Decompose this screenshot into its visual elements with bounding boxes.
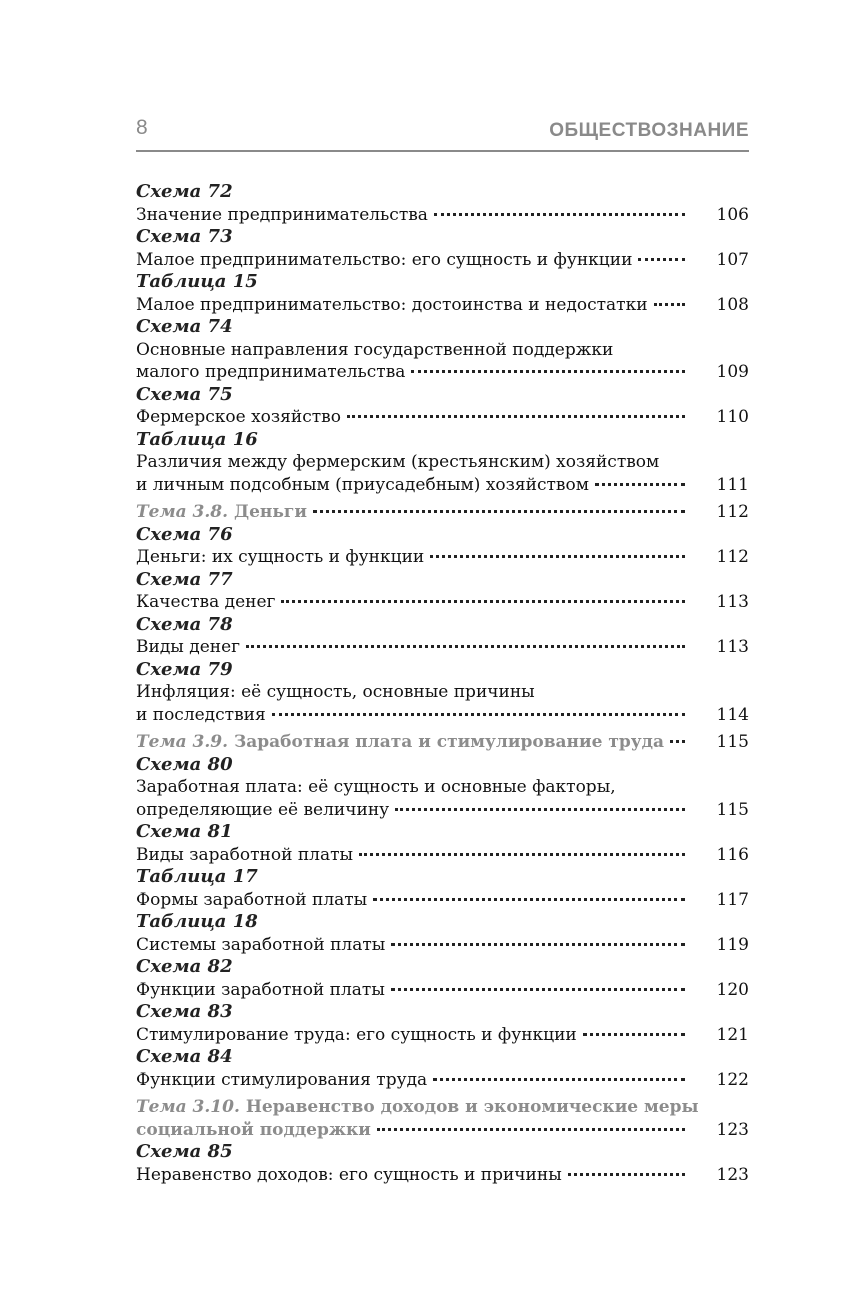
toc-entry xyxy=(136,659,749,727)
entry-title: Инфляция: её сущность, основные причины xyxy=(136,682,535,702)
topic-name: Деньги xyxy=(233,502,307,522)
running-header xyxy=(136,116,749,152)
entry-page: 119 xyxy=(716,934,749,955)
dot-leader xyxy=(391,988,685,991)
topic-title-line xyxy=(136,731,749,754)
entry-title-continued: и личным подсобным (приусадебным) хозяйством xyxy=(136,474,589,495)
entry-title: Стимулирование труда: его сущность и функции xyxy=(136,1024,577,1045)
toc-entry xyxy=(136,956,749,1001)
entry-title-line xyxy=(136,406,749,429)
toc-entry xyxy=(136,429,749,497)
toc-topic xyxy=(136,501,749,524)
entry-title: Фермерское хозяйство xyxy=(136,407,341,427)
toc-entry xyxy=(136,754,749,822)
entry-page: 110 xyxy=(716,407,749,427)
entry-page: 116 xyxy=(716,844,749,865)
dot-leader xyxy=(411,370,685,373)
running-title: ОБЩЕСТВОЗНАНИЕ xyxy=(549,120,749,141)
entry-label: Таблица 15 xyxy=(136,271,258,292)
entry-title-line xyxy=(136,681,749,704)
dot-leader xyxy=(434,213,685,216)
dot-leader xyxy=(246,645,685,648)
entry-title-continued: и последствия xyxy=(136,704,266,725)
dot-leader xyxy=(583,1033,685,1036)
topic-number: Тема 3.9. xyxy=(136,732,229,752)
entry-title: Формы заработной платы xyxy=(136,889,368,910)
entry-page: 111 xyxy=(716,474,749,495)
entry-title: Виды денег xyxy=(136,637,241,657)
entry-title-line xyxy=(136,451,749,474)
dot-leader xyxy=(638,258,685,261)
toc-entry xyxy=(136,271,749,316)
entry-title: Значение предпринимательства xyxy=(136,204,428,225)
entry-title: Заработная плата: её сущность и основные факторы, xyxy=(136,777,616,797)
entry-title: Малое предпринимательство: его сущность и функции xyxy=(136,249,633,270)
toc-entry xyxy=(136,384,749,429)
entry-label: Схема 72 xyxy=(136,181,233,202)
entry-title-continued: малого предпринимательства xyxy=(136,362,406,382)
dot-leader xyxy=(433,1078,685,1081)
topic-title xyxy=(136,501,307,524)
entry-page: 113 xyxy=(716,592,749,612)
entry-label: Схема 73 xyxy=(136,226,233,247)
toc-topic xyxy=(136,731,749,754)
entry-title-line xyxy=(136,591,749,614)
dot-leader xyxy=(377,1128,685,1131)
toc-topic xyxy=(136,1096,749,1141)
topic-name: Неравенство доходов и экономические меры xyxy=(245,1097,699,1117)
dot-leader xyxy=(670,740,685,743)
toc-entry xyxy=(136,1046,749,1091)
topic-name-continued: социальной поддержки xyxy=(136,1119,371,1140)
entry-title-line xyxy=(136,979,749,1002)
topic-title-line xyxy=(136,1119,749,1142)
dot-leader xyxy=(359,853,685,856)
entry-title: Качества денег xyxy=(136,592,276,612)
entry-title-line xyxy=(136,889,749,912)
entry-title: Системы заработной платы xyxy=(136,934,386,955)
entry-label: Схема 77 xyxy=(136,568,233,590)
toc-entry xyxy=(136,524,749,569)
entry-label: Схема 76 xyxy=(136,523,233,545)
entry-title-line xyxy=(136,636,749,659)
dot-leader xyxy=(347,415,685,418)
dot-leader xyxy=(568,1173,685,1176)
entry-title: Различия между фермерским (крестьянским) хозяйством xyxy=(136,452,660,472)
page-number: 8 xyxy=(136,116,148,139)
dot-leader xyxy=(313,510,685,513)
entry-title-line xyxy=(136,1024,749,1047)
topic-page: 115 xyxy=(716,732,749,752)
topic-number: Тема 3.10. xyxy=(136,1097,240,1117)
toc-entry xyxy=(136,1001,749,1046)
dot-leader xyxy=(395,808,685,811)
entry-title: Неравенство доходов: его сущность и причины xyxy=(136,1164,562,1185)
entry-title-line xyxy=(136,1069,749,1092)
toc-entry xyxy=(136,316,749,384)
entry-title-line xyxy=(136,361,749,384)
dot-leader xyxy=(595,483,685,486)
entry-title: Функции заработной платы xyxy=(136,979,385,1000)
table-of-contents xyxy=(136,181,749,1186)
entry-title: Малое предпринимательство: достоинства и недостатки xyxy=(136,294,648,315)
entry-title-line xyxy=(136,204,749,227)
entry-page: 115 xyxy=(716,799,749,820)
entry-label: Схема 78 xyxy=(136,613,233,635)
entry-label: Схема 81 xyxy=(136,821,233,842)
topic-name: Заработная плата и стимулирование труда xyxy=(233,732,664,752)
entry-title: Деньги: их сущность и функции xyxy=(136,547,425,567)
toc-entry xyxy=(136,569,749,614)
toc-entry xyxy=(136,821,749,866)
entry-title: Основные направления государственной поддержки xyxy=(136,339,614,360)
toc-entry xyxy=(136,181,749,226)
dot-leader xyxy=(430,555,685,558)
entry-label: Таблица 16 xyxy=(136,428,258,450)
dot-leader xyxy=(373,898,685,901)
topic-title-line xyxy=(136,501,749,524)
entry-page: 121 xyxy=(716,1024,749,1045)
entry-title-line xyxy=(136,934,749,957)
entry-page: 106 xyxy=(716,204,749,225)
entry-label: Схема 79 xyxy=(136,658,233,680)
topic-title-line xyxy=(136,1096,749,1119)
topic-title xyxy=(136,731,664,754)
entry-title-line xyxy=(136,1164,749,1187)
entry-page: 123 xyxy=(716,1164,749,1185)
topic-title xyxy=(136,1096,699,1119)
entry-page: 112 xyxy=(716,547,749,567)
entry-label: Схема 75 xyxy=(136,383,233,405)
entry-title-line xyxy=(136,294,749,317)
dot-leader xyxy=(281,600,685,603)
entry-page: 107 xyxy=(716,249,749,270)
topic-page: 123 xyxy=(716,1119,749,1140)
entry-label: Схема 82 xyxy=(136,956,233,977)
toc-entry xyxy=(136,226,749,271)
entry-page: 122 xyxy=(716,1069,749,1090)
toc-entry xyxy=(136,911,749,956)
entry-label: Схема 85 xyxy=(136,1141,233,1162)
entry-label: Таблица 17 xyxy=(136,866,258,887)
topic-number: Тема 3.8. xyxy=(136,502,229,522)
topic-page: 112 xyxy=(716,502,749,522)
entry-title-line xyxy=(136,339,749,362)
entry-page: 114 xyxy=(716,704,749,725)
entry-label: Схема 84 xyxy=(136,1046,233,1067)
entry-title-continued: определяющие её величину xyxy=(136,799,390,820)
entry-page: 109 xyxy=(716,362,749,382)
entry-title-line xyxy=(136,474,749,497)
entry-label: Схема 74 xyxy=(136,316,233,337)
entry-label: Схема 83 xyxy=(136,1001,233,1022)
entry-title-line xyxy=(136,704,749,727)
entry-page: 117 xyxy=(716,889,749,910)
dot-leader xyxy=(391,943,685,946)
entry-title-line xyxy=(136,249,749,272)
entry-label: Схема 80 xyxy=(136,753,233,775)
entry-title: Функции стимулирования труда xyxy=(136,1069,428,1090)
entry-page: 113 xyxy=(716,637,749,657)
entry-page: 120 xyxy=(716,979,749,1000)
dot-leader xyxy=(654,303,685,306)
entry-title-line xyxy=(136,776,749,799)
entry-title: Виды заработной платы xyxy=(136,844,354,865)
toc-entry xyxy=(136,614,749,659)
entry-page: 108 xyxy=(716,294,749,315)
dot-leader xyxy=(272,713,685,716)
entry-label: Таблица 18 xyxy=(136,911,258,932)
entry-title-line xyxy=(136,844,749,867)
entry-title-line xyxy=(136,546,749,569)
entry-title-line xyxy=(136,799,749,822)
toc-entry xyxy=(136,1141,749,1186)
toc-entry xyxy=(136,866,749,911)
